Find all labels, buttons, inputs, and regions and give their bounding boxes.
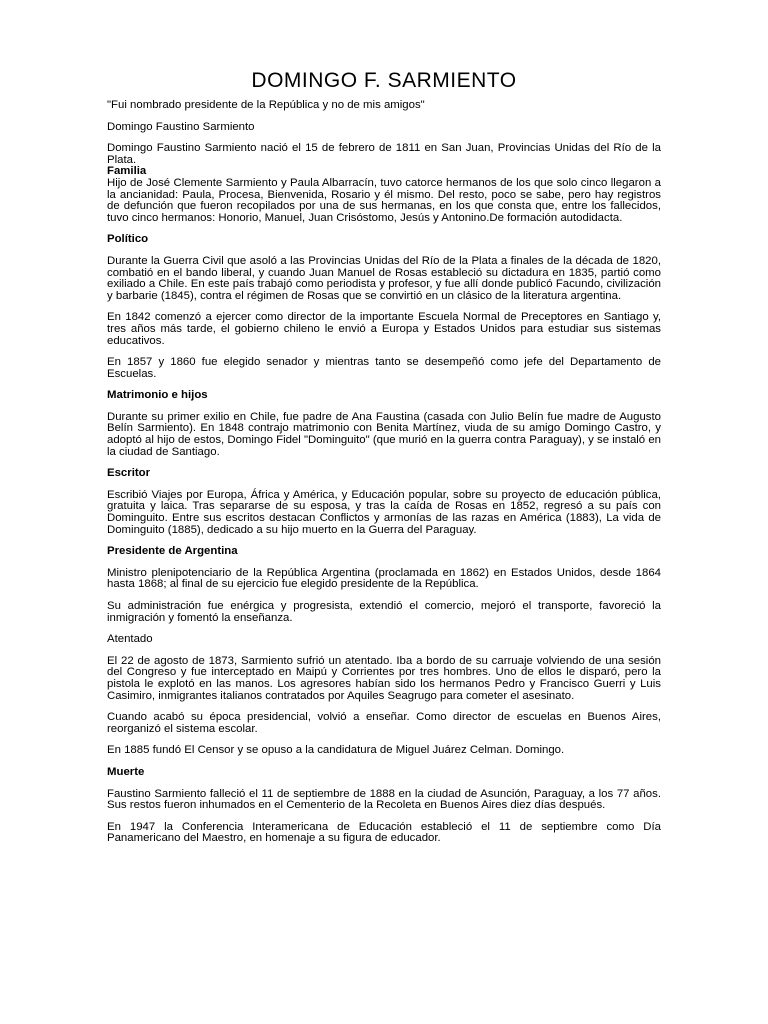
document-page bbox=[107, 66, 661, 855]
section-heading-matrimonio: Matrimonio e hijos bbox=[107, 389, 208, 402]
intro-paragraph: Domingo Faustino Sarmiento nació el 15 de febrero de 1811 en San Juan, Provincias Unidas del Río de la Plata. bbox=[107, 142, 661, 166]
familia-paragraph: Hijo de José Clemente Sarmiento y Paula Albarracín, tuvo catorce hermanos de los que solo cinco llegaron a la ancianidad: Paula, Procesa, Bienvenida, Rosario y él mismo. Del resto, poco se sabe, pero hay registros de defunción que fueron recopilados por una de sus hermanas, en los que consta que, entre los fallecidos, tuvo cinco hermanos: Honorio, Manuel, Juan Crisóstomo, Jesús y Antonino.De formación autodidacta. bbox=[107, 176, 661, 224]
atentado-paragraph-2: Cuando acabó su época presidencial, volvió a enseñar. Como director de escuelas en Buenos Aires, reorganizó el sistema escolar. bbox=[107, 711, 661, 735]
atentado-paragraph-3: En 1885 fundó El Censor y se opuso a la candidatura de Miguel Juárez Celman. Domingo. bbox=[107, 744, 565, 757]
muerte-paragraph-1: Faustino Sarmiento falleció el 11 de septiembre de 1888 en la ciudad de Asunción, Paraguay, a los 77 años. Sus restos fueron inhumados en el Cementerio de la Recoleta en Buenos Aires diez días después. bbox=[107, 787, 661, 812]
section-heading-politico: Político bbox=[107, 233, 149, 246]
section-heading-familia: Familia bbox=[107, 165, 147, 178]
muerte-paragraph-2: En 1947 la Conferencia Interamericana de Educación estableció el 11 de septiembre como Día Panamericano del Maestro, en homenaje a su figura de educador. bbox=[107, 820, 661, 845]
politico-paragraph-2: En 1842 comenzó a ejercer como director de la importante Escuela Normal de Preceptores en Santiago y, tres años más tarde, el gobierno chileno le envió a Europa y Estados Unidos para estudiar sus sistemas educativos. bbox=[107, 311, 661, 347]
presidente-paragraph-2: Su administración fue enérgica y progresista, extendió el comercio, mejoró el transporte, favoreció la inmigración y fomentó la enseñanza. bbox=[107, 600, 661, 624]
presidente-paragraph-1: Ministro plenipotenciario de la República Argentina (proclamada en 1862) en Estados Unidos, desde 1864 hasta 1868; al final de su ejercicio fue elegido presidente de la República. bbox=[107, 566, 661, 591]
author-paragraph: Domingo Faustino Sarmiento bbox=[107, 120, 255, 133]
section-heading-escritor: Escritor bbox=[107, 467, 151, 480]
politico-paragraph-1: Durante la Guerra Civil que asoló a las Provincias Unidas del Río de la Plata a finales de la década de 1820, combatió en el bando liberal, y cuando Juan Manuel de Rosas estableció su dictadura en 1835, partió como exiliado a Chile. En este país trabajó como periodista y profesor, y fue allí donde publicó Facundo, civilización y barbarie (1845), contra el régimen de Rosas que se convirtió en un clásico de la literatura argentina. bbox=[107, 254, 661, 302]
section-heading-muerte: Muerte bbox=[107, 765, 145, 778]
atentado-paragraph-1: El 22 de agosto de 1873, Sarmiento sufrió un atentado. Iba a bordo de su carruaje volviendo de una sesión del Congreso y fue interceptado en Maipú y Corrientes por tres hombres. Uno de ellos le disparó, pero la pistola le explotó en las manos. Los agresores habían sido los hermanos Pedro y Francisco Guerri y Luis Casimiro, inmigrantes italianos contratados por Aquiles Seagrugo para cometer el asesinato. bbox=[107, 654, 661, 702]
escritor-paragraph: Escribió Viajes por Europa, África y América, y Educación popular, sobre su proyecto de educación pública, gratuita y laica. Tras separarse de su esposa, y tras la caída de Rosas en 1852, regresó a su país con Dominguito. Entre sus escritos destacan Conflictos y armonías de las razas en América (1883), La vida de Dominguito (1885), dedicado a su hijo muerto en la Guerra del Paraguay. bbox=[107, 488, 661, 536]
politico-paragraph-3: En 1857 y 1860 fue elegido senador y mientras tanto se desempeñó como jefe del Departamento de Escuelas. bbox=[107, 356, 661, 380]
section-heading-presidente: Presidente de Argentina bbox=[107, 545, 238, 558]
document-title: DOMINGO F. SARMIENTO bbox=[251, 69, 517, 92]
section-heading-atentado: Atentado bbox=[107, 633, 153, 646]
matrimonio-paragraph: Durante su primer exilio en Chile, fue padre de Ana Faustina (casada con Julio Belín fue madre de Augusto Belín Sarmiento). En 1848 contrajo matrimonio con Benita Martínez, viuda de su amigo Domingo Castro, y adoptó al hijo de estos, Domingo Fidel "Dominguito" (que murió en la guerra contra Paraguay), y se instaló en la ciudad de Santiago. bbox=[107, 410, 661, 458]
quote-paragraph: "Fui nombrado presidente de la República y no de mis amigos" bbox=[107, 99, 425, 111]
